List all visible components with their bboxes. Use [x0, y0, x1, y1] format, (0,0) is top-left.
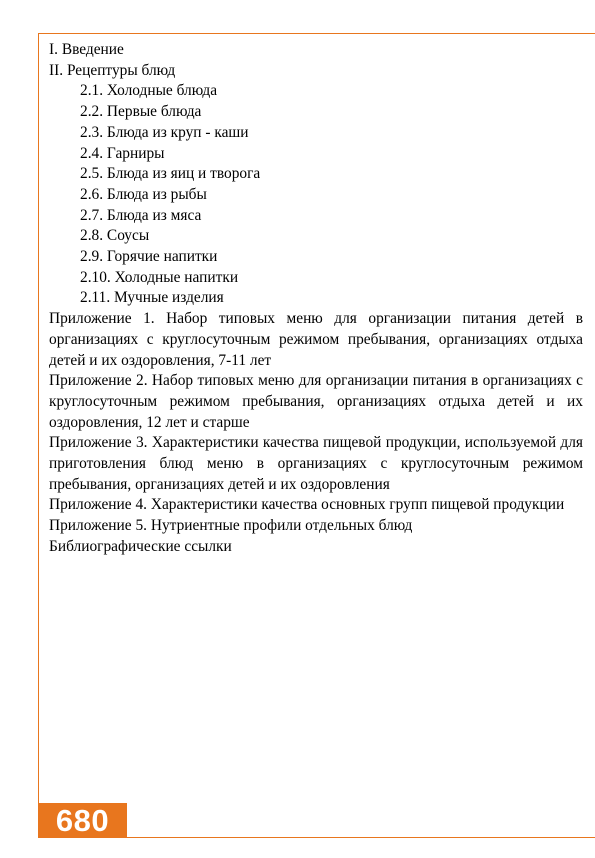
toc-item-intro: I. Введение: [49, 41, 124, 58]
toc-item-references: Библиографические ссылки: [49, 537, 232, 555]
toc-appendix-3: Приложение 3. Характеристики качества пищевой продукции, используемой для приготовления блюд меню в организациях с круглосуточным режимом пребывания, организациях детей и их оздоровления: [49, 434, 583, 493]
toc-appendix-1: Приложение 1. Набор типовых меню для организации питания детей в организациях с круглосуточным режимом пребывания, организациях отдыха детей и их оздоровления, 7-11 лет: [49, 310, 583, 369]
toc-subitem-fish-dishes: 2.6. Блюда из рыбы: [80, 185, 207, 203]
table-of-contents: [49, 40, 583, 558]
toc-subitem-hot-drinks: 2.9. Горячие напитки: [80, 248, 218, 266]
toc-subitem-side-dishes: 2.4. Гарниры: [80, 144, 165, 162]
toc-subitem-egg-curd-dishes: 2.5. Блюда из яиц и творога: [80, 165, 261, 183]
toc-item-recipes: II. Рецептуры блюд: [49, 61, 176, 79]
toc-appendix-2: Приложение 2. Набор типовых меню для организации питания в организациях с круглосуточным режимом пребывания, организациях отдыха детей и их оздоровления, 12 лет и старше: [49, 372, 583, 431]
toc-subitem-cold-drinks: 2.10. Холодные напитки: [80, 268, 239, 286]
page-number-badge: 680: [38, 803, 127, 838]
toc-subitem-flour-products: 2.11. Мучные изделия: [80, 289, 224, 307]
toc-subitem-porridges: 2.3. Блюда из круп - каши: [80, 123, 249, 141]
toc-subitem-first-courses: 2.2. Первые блюда: [80, 103, 202, 121]
page-border-left: [38, 33, 39, 838]
toc-subitem-sauces: 2.8. Соусы: [80, 227, 150, 245]
page-border-top: [38, 33, 595, 34]
toc-subitem-meat-dishes: 2.7. Блюда из мяса: [80, 206, 202, 224]
toc-appendix-5: Приложение 5. Нутриентные профили отдельных блюд: [49, 517, 413, 535]
toc-appendix-4: Приложение 4. Характеристики качества основных групп пищевой продукции: [49, 496, 565, 514]
toc-subitem-cold-dishes: 2.1. Холодные блюда: [80, 82, 218, 100]
